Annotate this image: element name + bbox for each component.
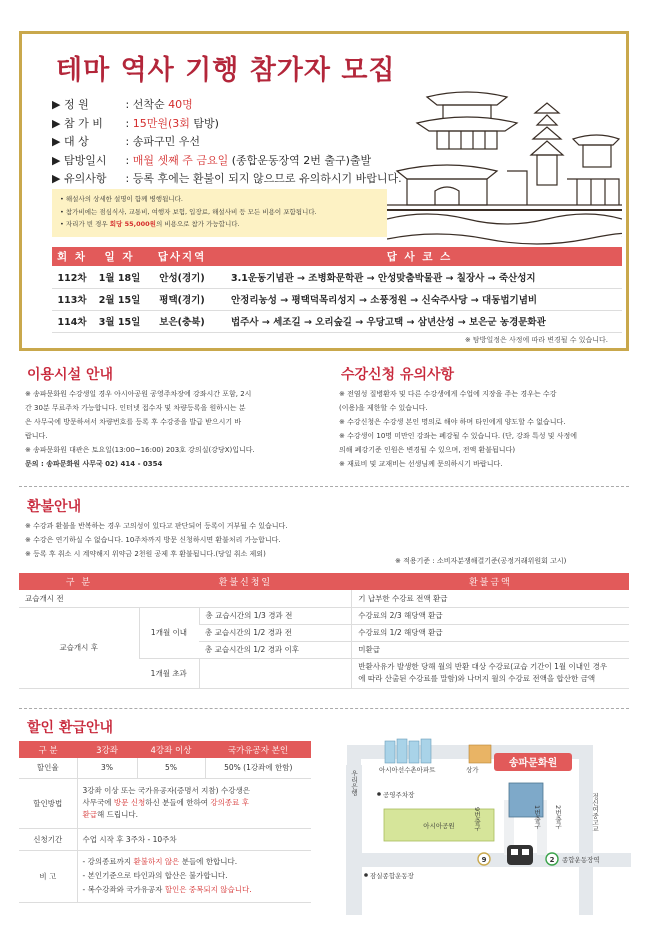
refund-body: ※ 수강과 환불을 반복하는 경우 고의성이 있다고 판단되어 등록이 거부될 수 있습니다. ※ 수강은 연기하실 수 없습니다. 10주차까지 방문 신청하시면 환불처리 가능합니다. ※ 등록 후 취소 시 계약해지 위약금 2천원 공제 후 환불됩니다.(당일 취소 제외): [25, 522, 288, 558]
divider: [19, 708, 629, 709]
map-line9-label: 9: [481, 856, 487, 864]
table-row: 할인율 3% 5% 50% (1강좌에 한함): [19, 758, 311, 778]
tour-footnote: ※ 탐방일정은 사정에 따라 변경될 수 있습니다.: [464, 336, 608, 344]
col-round: 회 차: [52, 247, 92, 266]
palace-illustration: [387, 79, 622, 249]
refund-standard: ※ 적용기준 : 소비자분쟁해결기준(공정거래위원회 고시): [395, 557, 567, 565]
table-row: 신청기간 수업 시작 후 3주차 - 10주차: [19, 828, 311, 850]
note-line: • 참가비에는 점심식사, 교통비, 여행자 보험, 입장료, 해설사비 등 모든 비용이 포함됩니다.: [60, 207, 317, 216]
caution-title: 수강신청 유의사항: [341, 367, 455, 383]
map-mall-label: 상가: [466, 766, 479, 774]
info-row-caution: ▶ 유의사항 : 등록 후에는 환불이 되지 않으므로 유의하시기 바랍니다.: [52, 172, 402, 185]
col-area: 답사지역: [147, 247, 217, 266]
refund-table: 구 분 환불신청일 환불금액 교습개시 전 기 납부한 수강료 전액 환급 교습개시 후 1개월 이내 총 교습시간의 1/3 경과 전 수강료의 2/3 해당액 환급 총 교습시간의 1/2 경과 전 수강료의 1/2 해당액 환급 총 교습시간의 1/2 경과 이후 미환급 1개월 초과 반환사유가 발생한 당해 월의 반환 대상 수강료(교습 기간이 1월 이내인 경우 에 따라 산출된 수강료를 말함)와 나머지 월의 수강료 전액을 합산한 금액: [19, 573, 629, 689]
map-park-label: 아시아공원: [423, 822, 455, 830]
note-line: • 해설사의 상세한 설명이 함께 병행됩니다.: [60, 195, 183, 203]
map-exit9-label: 9번출구: [473, 807, 481, 831]
map-station-label: 종합운동장역: [562, 856, 600, 864]
facility-body: ※ 송파문화원 수강생일 경우 아시아공원 공영주차장에 강좌시간 포함, 2시 간 30분 무료주차 가능합니다. 인터넷 접수자 및 차량등록을 원하시는 분 은 사무국에 방문하셔서 차량번호를 등록 후 수강증을 발급 받으시기 바 랍니다. ※ 송파문화원 대관은 토요일(13:00~16:00) 203호 강의실(강당X)입니다. 문의 : 송파문화원 사무국 02) 414 - 0354: [25, 390, 255, 468]
map-school-label: 정신여중고교: [591, 793, 599, 832]
map-apartment-label: 아시아선수촌아파트: [379, 766, 436, 774]
info-row-capacity: ▶ 정 원 : 선착순 40명: [52, 98, 193, 111]
table-row: 1개월 초과 반환사유가 발생한 당해 월의 반환 대상 수강료(교습 기간이 1월 이내인 경우 에 따라 산출된 수강료를 말함)와 나머지 월의 수강료 전액을 합산한 금액: [19, 658, 629, 688]
map-parking-label: 공영주차장: [383, 791, 415, 799]
divider: [19, 486, 629, 487]
tour-table-header: [52, 247, 622, 266]
col-date: 일 자: [92, 247, 147, 266]
table-row: 114차 3월 15일 보은(충북) 법주사 → 세조길 → 오리숲길 → 우당고택 → 삼년산성 → 보은군 농경문화관: [52, 310, 622, 332]
tour-table: [52, 247, 622, 333]
table-row: 교습개시 전 기 납부한 수강료 전액 환급: [19, 590, 629, 607]
facility-title: 이용시설 안내: [27, 367, 114, 383]
location-map: [329, 735, 631, 925]
table-row: 교습개시 후 1개월 이내 총 교습시간의 1/3 경과 전 수강료의 2/3 해당액 환급: [19, 607, 629, 624]
page-title: 테마 역사 기행 참가자 모집: [56, 55, 396, 86]
info-list: [52, 96, 402, 189]
refund-title: 환불안내: [27, 499, 82, 515]
map-center-label: 송파문화원: [508, 758, 558, 769]
table-row: 112차 1월 18일 안성(경기) 3.1운동기념관 → 조병화문학관 → 안성맞춤박물관 → 칠장사 → 죽산성지: [52, 266, 622, 288]
discount-table: 구 분 3강좌 4강좌 이상 국가유공자 본인 할인율 3% 5% 50% (1강좌에 한함) 할인방법 3강좌 이상 또는 국가유공자(증명서 지참) 수강생은 사무국에 방문 신청하신 분들에 한하여 강의종료 후 환급해 드립니다. 신청기간 수업 시작 후 3주차 - 10주차 비 고 - 강의종료까지 환불하지 않은 분들에 한합니다. - 본인기준으로 타인과의 합산은 불가합니다. - 복수강좌와 국가유공자 할인은 중복되지 않습니다.: [19, 741, 311, 903]
discount-title: 할인 환급안내: [27, 720, 114, 736]
table-row: 113차 2월 15일 평택(경기) 안정리농성 → 평택덕목리성지 → 소풍정원 → 신숙주사당 → 대동법기념비: [52, 288, 622, 310]
caution-body: ※ 전염성 질병환자 및 다른 수강생에게 수업에 지장을 주는 경우는 수강 (이용)을 제한할 수 있습니다. ※ 수강신청은 수강생 본인 명의로 해야 하며 타인에게 양도할 수 없습니다. ※ 수강생이 10명 미만인 강좌는 폐강될 수 있습니다. (단, 강좌 특성 및 사정에 의해 폐강기준 인원은 변경될 수 있으며, 전액 환불됩니다) ※ 재료비 및 교재비는 선생님께 문의하시기 바랍니다.: [339, 390, 577, 468]
notes-box: [52, 189, 387, 237]
info-row-fee: ▶ 참 가 비 : 15만원(3회 탐방): [52, 116, 219, 130]
map-exit1-label: 1번출구: [533, 805, 541, 829]
table-row: 총 교습시간의 1/2 경과 전 수강료의 1/2 해당액 환급: [19, 624, 629, 641]
info-row-target: ▶ 대 상 : 송파구민 우선: [52, 135, 200, 148]
recruit-panel: [19, 31, 629, 351]
map-road-label: 우리은행: [350, 770, 358, 796]
table-row: 할인방법 3강좌 이상 또는 국가유공자(증명서 지참) 수강생은 사무국에 방문 신청하신 분들에 한하여 강의종료 후 환급해 드립니다.: [19, 778, 311, 828]
map-stadium-label: 잠실종합운동장: [370, 872, 414, 880]
map-line2-label: 2: [549, 856, 555, 864]
table-row: 비 고 - 강의종료까지 환불하지 않은 분들에 한합니다. - 본인기준으로 타인과의 합산은 불가합니다. - 복수강좌와 국가유공자 할인은 중복되지 않습니다.: [19, 850, 311, 902]
note-line: • 자리가 빈 경우 회당 55,000원의 비용으로 참가 가능합니다.: [60, 220, 240, 228]
table-row: 총 교습시간의 1/2 경과 이후 미환급: [19, 641, 629, 658]
col-course: 답 사 코 스: [217, 247, 622, 266]
info-row-schedule: ▶ 탐방일시 : 매월 셋째 주 금요일 (종합운동장역 2번 출구)출발: [52, 153, 372, 167]
map-exit2-label: 2번출구: [554, 805, 562, 829]
